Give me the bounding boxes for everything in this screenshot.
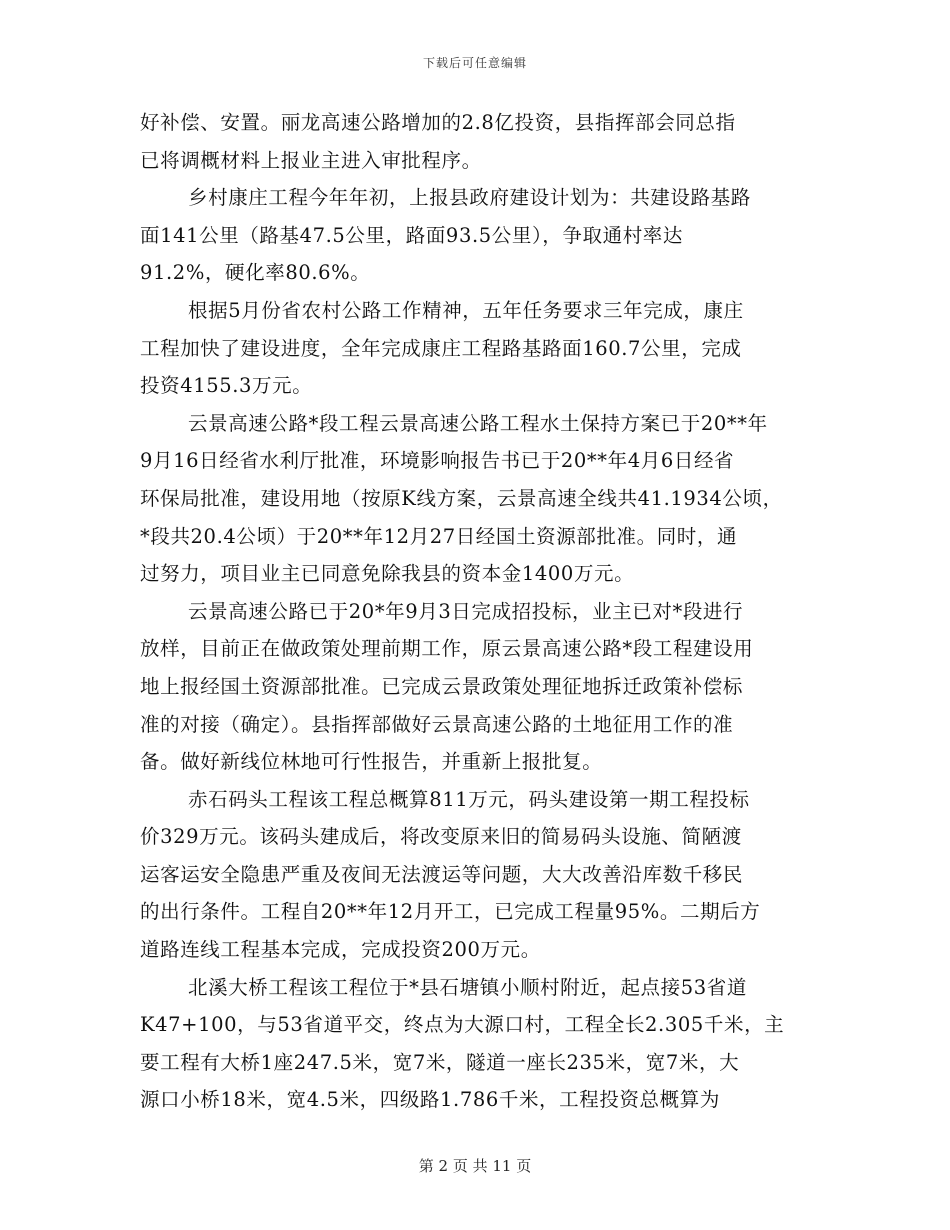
body-line: 的出行条件。工程自20**年12月开工，已完成工程量95%。二期后方 [140,900,761,924]
total-page-count: 11 [492,1157,512,1175]
paragraph-start-line: 云景高速公路*段工程云景高速公路工程水土保持方案已于20**年 [188,411,768,435]
body-line: 9月16日经省水利厅批准，环境影响报告书已于20**年4月6日经省 [140,449,735,473]
body-line: 面141公里（路基47.5公里，路面93.5公里），争取通村率达 [140,223,684,247]
body-line: K47+100，与53省道平交，终点为大源口村，工程全长2.305千米，主 [140,1013,785,1037]
body-line: 准的对接（确定）。县指挥部做好云景高速公路的土地征用工作的准 [140,712,734,736]
footer-middle: 页 共 [452,1157,488,1175]
body-line: 要工程有大桥1座247.5米，宽7米，隧道一座长235米，宽7米，大 [140,1050,740,1074]
paragraph-start-line: 乡村康庄工程今年年初，上报县政府建设计划为：共建设路基路 [188,186,751,210]
footer-suffix: 页 [516,1157,532,1175]
body-line: 91.2%，硬化率80.6%。 [140,261,371,285]
body-line: 备。做好新线位林地可行性报告，并重新上报批复。 [140,750,603,774]
body-line: 投资4155.3万元。 [140,374,313,398]
body-line: *段共20.4公顷）于20**年12月27日经国土资源部批准。同时，通 [140,524,738,548]
paragraph-start-line: 根据5月份省农村公路工作精神，五年任务要求三年完成，康庄 [188,298,744,322]
body-line: 已将调概材料上报业主进入审批程序。 [140,148,482,172]
body-line: 过努力，项目业主已同意免除我县的资本金1400万元。 [140,562,635,586]
body-line: 道路连线工程基本完成，完成投资200万元。 [140,938,541,962]
body-line: 环保局批准，建设用地（按原K线方案，云景高速全线共41.1934公顷， [140,486,783,510]
footer-prefix: 第 [418,1157,434,1175]
body-line: 工程加快了建设进度，全年完成康庄工程路基路面160.7公里，完成 [140,336,742,360]
paragraph-start-line: 北溪大桥工程该工程位于*县石塘镇小顺村附近，起点接53省道 [188,975,747,999]
body-line: 价329万元。该码头建成后，将改变原来旧的简易码头设施、简陋渡 [140,825,742,849]
body-line: 运客运安全隐患严重及夜间无法渡运等问题，大大改善沿库数千移民 [140,862,744,886]
body-line: 地上报经国土资源部批准。已完成云景政策处理征地拆迁政策补偿标 [140,674,744,698]
document-body [140,104,820,1119]
body-line: 源口小桥18米，宽4.5米，四级路1.786千米，工程投资总概算为 [140,1088,720,1112]
page-footer [0,1155,950,1176]
current-page-number: 2 [438,1157,449,1175]
body-line: 好补偿、安置。丽龙高速公路增加的2.8亿投资，县指挥部会同总指 [140,111,736,134]
paragraph-start-line: 赤石码头工程该工程总概算811万元，码头建设第一期工程投标 [188,787,750,811]
paragraph-start-line: 云景高速公路已于20*年9月3日完成招投标，业主已对*段进行 [188,599,744,623]
body-line: 放样，目前正在做政策处理前期工作，原云景高速公路*段工程建设用 [140,637,754,661]
page-header: 下载后可任意编辑 [422,56,527,70]
